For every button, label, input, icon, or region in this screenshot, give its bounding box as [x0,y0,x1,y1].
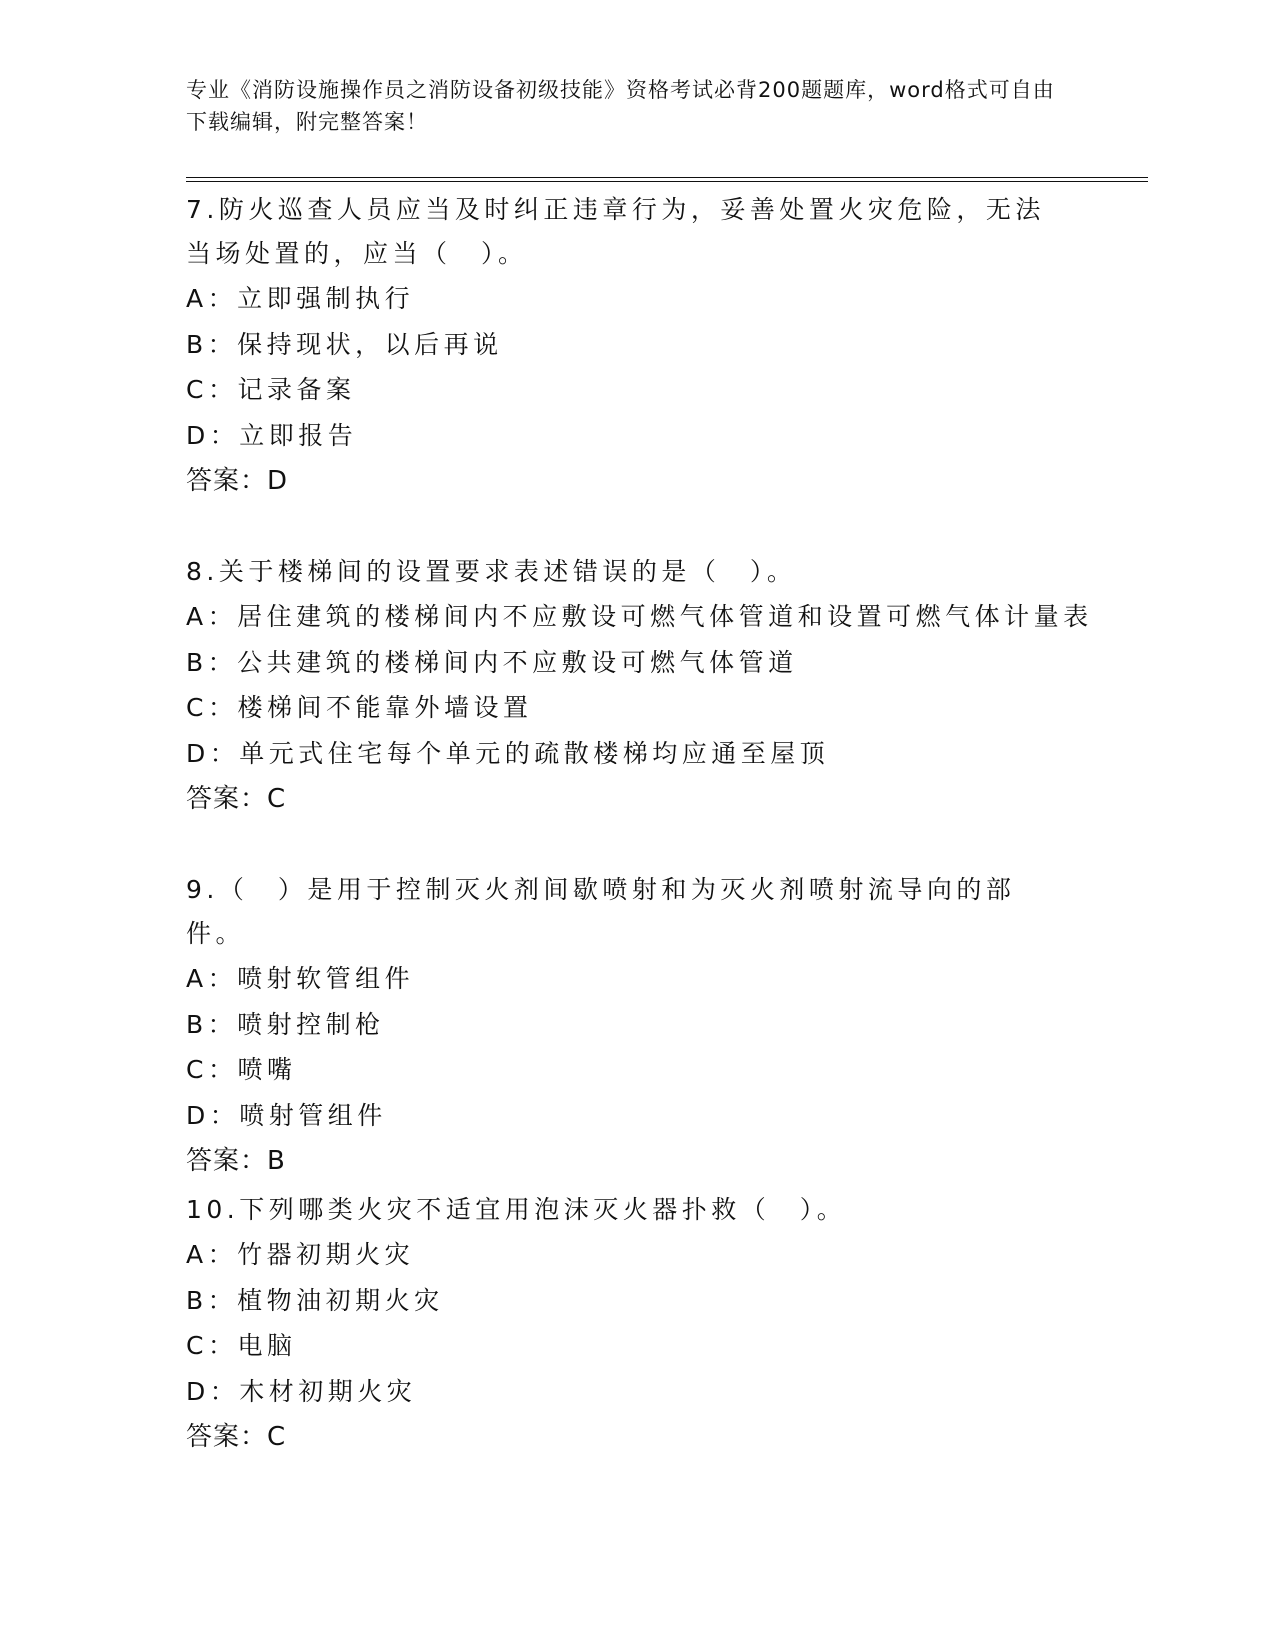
question-stem: 7.防火巡查人员应当及时纠正违章行为，妥善处置火灾危险，无法当场处置的，应当（ ）。 [186,195,1045,268]
option-a: A：喷射软管组件 [186,964,415,993]
answer: 答案：D [186,466,289,496]
question-8 [186,550,1093,822]
option-d: D：立即报告 [186,420,358,450]
question-10 [186,1188,1066,1460]
document-header: 专业《消防设施操作员之消防设备初级技能》资格考试必背200题题库，word格式可自由下载编辑，附完整答案！ [186,78,1055,134]
header-divider [186,181,1148,182]
option-b: B：保持现状，以后再说 [186,329,503,359]
option-c: C：电脑 [186,1331,297,1360]
option-b: B：公共建筑的楼梯间内不应敷设可燃气体管道 [186,647,798,677]
answer: 答案：C [186,784,287,814]
option-a: A：立即强制执行 [186,284,415,313]
answer: 答案：B [186,1146,286,1176]
answer: 答案：C [186,1422,287,1452]
question-stem: 9.（ ）是用于控制灭火剂间歇喷射和为灭火剂喷射流导向的部件。 [186,875,1016,948]
option-d: D：单元式住宅每个单元的疏散楼梯均应通至屋顶 [186,738,830,768]
option-c: C：记录备案 [186,375,356,404]
question-stem: 10.下列哪类火灾不适宜用泡沫灭火器扑救（ ）。 [186,1195,847,1224]
option-d: D：木材初期火灾 [186,1376,417,1406]
option-b: B：植物油初期火灾 [186,1285,444,1315]
option-c: C：楼梯间不能靠外墙设置 [186,693,533,722]
option-a: A：居住建筑的楼梯间内不应敷设可燃气体管道和设置可燃气体计量表 [186,602,1093,631]
question-7 [186,188,1066,504]
header-divider [186,177,1148,178]
option-b: B：喷射控制枪 [186,1009,385,1039]
option-d: D：喷射管组件 [186,1100,387,1130]
option-c: C：喷嘴 [186,1055,297,1084]
question-stem: 8.关于楼梯间的设置要求表述错误的是（ ）。 [186,557,797,586]
option-a: A：竹器初期火灾 [186,1240,415,1269]
question-9 [186,868,1066,1184]
